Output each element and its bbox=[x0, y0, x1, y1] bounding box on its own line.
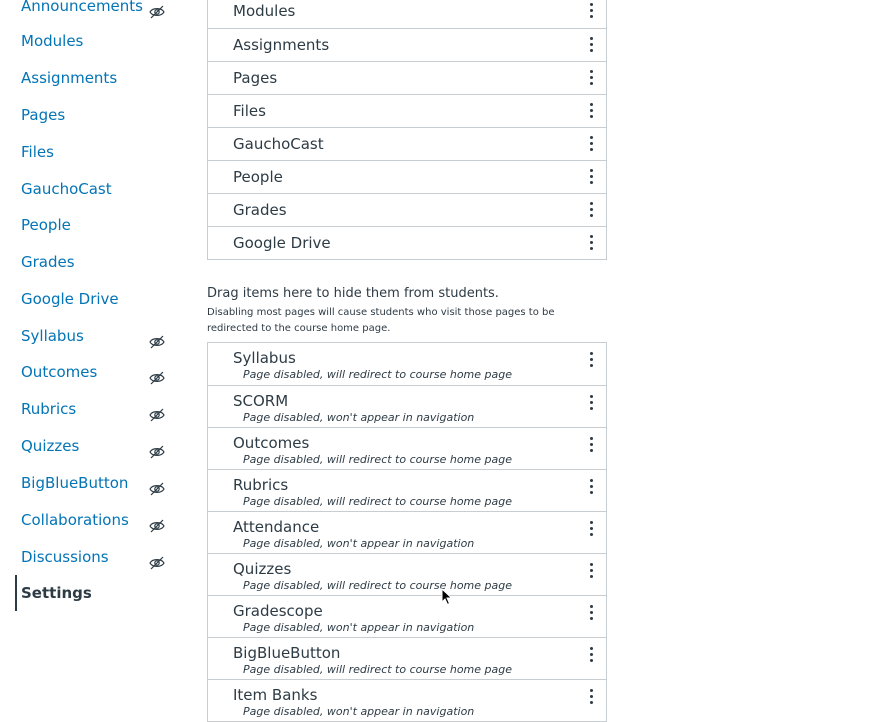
nav-item-assignments[interactable] bbox=[21, 63, 171, 93]
nav-item-label: Modules bbox=[21, 32, 84, 50]
eye-slash-icon bbox=[149, 365, 165, 379]
nav-item-label: GauchoCast bbox=[21, 180, 112, 198]
eye-slash-icon bbox=[149, 329, 165, 343]
nav-item-name: Modules bbox=[233, 2, 296, 20]
kebab-menu-icon[interactable] bbox=[590, 202, 594, 218]
nav-item-label: Syllabus bbox=[21, 327, 84, 345]
hidden-section-description: Disabling most pages will cause students who visit those pages to be redirected to the course home page. bbox=[207, 307, 555, 334]
eye-slash-icon bbox=[149, 550, 165, 564]
nav-item-name: Grades bbox=[233, 201, 287, 219]
nav-item-files[interactable] bbox=[21, 137, 171, 167]
eye-slash-icon bbox=[149, 513, 165, 527]
disabled-nav-item[interactable] bbox=[208, 427, 606, 469]
nav-item-bigbluebutton[interactable] bbox=[21, 468, 171, 498]
nav-item-grades[interactable] bbox=[21, 247, 171, 277]
disabled-nav-item[interactable] bbox=[208, 469, 606, 511]
nav-item-quizzes[interactable] bbox=[21, 431, 171, 461]
nav-item-name: Syllabus bbox=[233, 349, 296, 367]
enabled-nav-item[interactable] bbox=[208, 127, 606, 160]
disabled-nav-item[interactable] bbox=[208, 679, 606, 721]
kebab-menu-icon[interactable] bbox=[590, 352, 594, 368]
nav-item-label: People bbox=[21, 216, 71, 234]
nav-item-label: Discussions bbox=[21, 548, 109, 566]
disabled-note: Page disabled, will redirect to course home page bbox=[243, 368, 513, 381]
nav-item-gauchocast[interactable] bbox=[21, 174, 171, 204]
nav-item-label: Quizzes bbox=[21, 437, 80, 455]
kebab-menu-icon[interactable] bbox=[590, 563, 594, 579]
nav-item-name: Quizzes bbox=[233, 560, 292, 578]
kebab-menu-icon[interactable] bbox=[590, 169, 594, 185]
nav-item-syllabus[interactable] bbox=[21, 321, 171, 351]
kebab-menu-icon[interactable] bbox=[590, 136, 594, 152]
enabled-nav-item[interactable] bbox=[208, 0, 606, 28]
enabled-nav-list bbox=[207, 0, 607, 260]
eye-slash-icon bbox=[149, 402, 165, 416]
enabled-nav-item[interactable] bbox=[208, 226, 606, 259]
enabled-nav-item[interactable] bbox=[208, 160, 606, 193]
disabled-note: Page disabled, will redirect to course home page bbox=[243, 453, 513, 466]
nav-item-outcomes[interactable] bbox=[21, 357, 171, 387]
nav-item-label: Collaborations bbox=[21, 511, 129, 529]
enabled-nav-item[interactable] bbox=[208, 61, 606, 94]
disabled-nav-item[interactable] bbox=[208, 553, 606, 595]
kebab-menu-icon[interactable] bbox=[590, 103, 594, 119]
disabled-note: Page disabled, won't appear in navigation bbox=[243, 537, 475, 550]
nav-item-name: Rubrics bbox=[233, 476, 289, 494]
nav-item-discussions[interactable] bbox=[21, 542, 171, 572]
kebab-menu-icon[interactable] bbox=[590, 479, 594, 495]
kebab-menu-icon[interactable] bbox=[590, 521, 594, 537]
disabled-nav-item[interactable] bbox=[208, 637, 606, 679]
nav-item-label: Grades bbox=[21, 253, 75, 271]
nav-item-modules[interactable] bbox=[21, 26, 171, 56]
eye-slash-icon bbox=[149, 0, 165, 13]
nav-item-name: Gradescope bbox=[233, 602, 323, 620]
active-indicator bbox=[15, 575, 17, 611]
enabled-nav-item[interactable] bbox=[208, 94, 606, 127]
nav-item-label: BigBlueButton bbox=[21, 474, 129, 492]
kebab-menu-icon[interactable] bbox=[590, 437, 594, 453]
disabled-note: Page disabled, won't appear in navigation bbox=[243, 411, 475, 424]
nav-item-name: People bbox=[233, 168, 283, 186]
enabled-nav-item[interactable] bbox=[208, 193, 606, 226]
kebab-menu-icon[interactable] bbox=[590, 395, 594, 411]
nav-item-name: BigBlueButton bbox=[233, 644, 341, 662]
kebab-menu-icon[interactable] bbox=[590, 647, 594, 663]
nav-item-label: Announcements bbox=[21, 0, 143, 15]
nav-item-label: Rubrics bbox=[21, 400, 77, 418]
nav-item-collaborations[interactable] bbox=[21, 505, 171, 535]
disabled-nav-list bbox=[207, 342, 607, 722]
hidden-section-title: Drag items here to hide them from students. bbox=[207, 286, 499, 301]
nav-item-label: Files bbox=[21, 143, 54, 161]
disabled-nav-item[interactable] bbox=[208, 595, 606, 637]
disabled-note: Page disabled, will redirect to course home page bbox=[243, 663, 513, 676]
nav-item-announcements[interactable] bbox=[21, 0, 171, 21]
nav-item-name: Google Drive bbox=[233, 234, 331, 252]
nav-item-rubrics[interactable] bbox=[21, 394, 171, 424]
course-navigation bbox=[0, 0, 190, 716]
nav-item-name: Assignments bbox=[233, 36, 330, 54]
eye-slash-icon bbox=[149, 476, 165, 490]
disabled-nav-item[interactable] bbox=[208, 385, 606, 427]
nav-item-label: Settings bbox=[21, 584, 92, 602]
nav-item-google-drive[interactable] bbox=[21, 284, 171, 314]
kebab-menu-icon[interactable] bbox=[590, 3, 594, 19]
disabled-note: Page disabled, won't appear in navigation bbox=[243, 621, 475, 634]
nav-item-name: Pages bbox=[233, 69, 278, 87]
eye-slash-icon bbox=[149, 439, 165, 453]
disabled-note: Page disabled, will redirect to course home page bbox=[243, 495, 513, 508]
disabled-note: Page disabled, will redirect to course home page bbox=[243, 579, 513, 592]
kebab-menu-icon[interactable] bbox=[590, 37, 594, 53]
nav-item-people[interactable] bbox=[21, 210, 171, 240]
nav-item-pages[interactable] bbox=[21, 100, 171, 130]
enabled-nav-item[interactable] bbox=[208, 28, 606, 61]
disabled-nav-item[interactable] bbox=[208, 511, 606, 553]
nav-item-name: Item Banks bbox=[233, 686, 318, 704]
disabled-note: Page disabled, won't appear in navigation bbox=[243, 705, 475, 718]
nav-item-label: Outcomes bbox=[21, 363, 98, 381]
nav-item-label: Pages bbox=[21, 106, 66, 124]
nav-item-name: Outcomes bbox=[233, 434, 310, 452]
kebab-menu-icon[interactable] bbox=[590, 689, 594, 705]
nav-item-label: Google Drive bbox=[21, 290, 119, 308]
nav-item-name: Files bbox=[233, 102, 266, 120]
mouse-cursor-icon bbox=[441, 588, 453, 606]
nav-item-label: Assignments bbox=[21, 69, 118, 87]
nav-item-name: Attendance bbox=[233, 518, 320, 536]
nav-item-settings[interactable] bbox=[21, 578, 171, 608]
disabled-nav-item[interactable] bbox=[208, 343, 606, 385]
kebab-menu-icon[interactable] bbox=[590, 235, 594, 251]
kebab-menu-icon[interactable] bbox=[590, 605, 594, 621]
kebab-menu-icon[interactable] bbox=[590, 70, 594, 86]
nav-item-name: SCORM bbox=[233, 392, 289, 410]
nav-item-name: GauchoCast bbox=[233, 135, 324, 153]
